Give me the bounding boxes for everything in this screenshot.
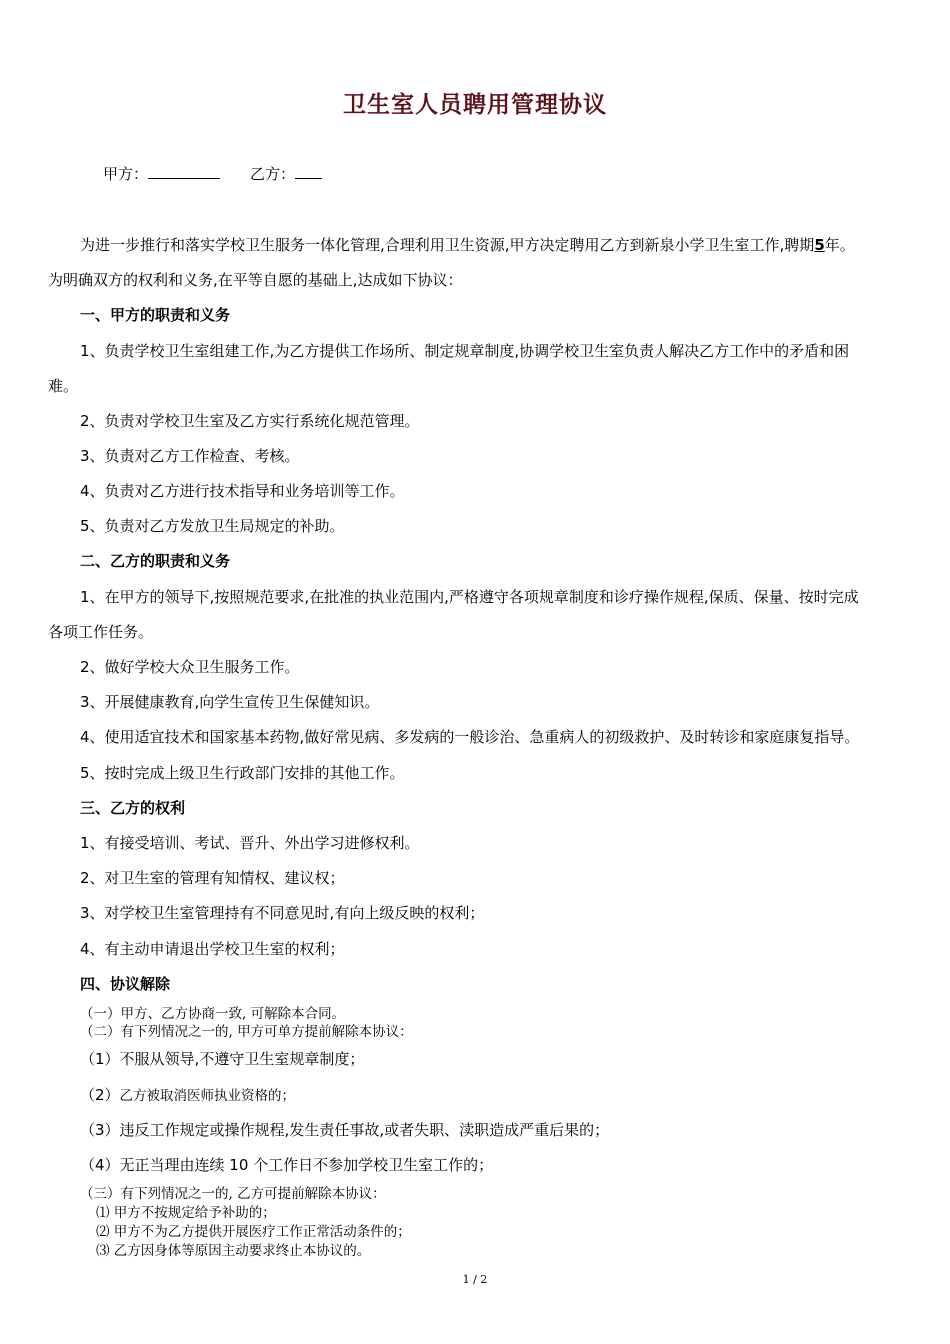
sec4-clause-3: （三）有下列情况之一的, 乙方可提前解除本协议： xyxy=(80,1186,386,1202)
term-years: 5 xyxy=(814,236,825,254)
sec4-clause-2-item-1: （1）不服从领导,不遵守卫生室规章制度； xyxy=(80,1050,365,1068)
sec4-clause-3-item-2: ⑵ 甲方不为乙方提供开展医疗工作正常活动条件的； xyxy=(96,1224,411,1240)
intro-line-2: 为明确双方的权利和义务,在平等自愿的基础上,达成如下协议： xyxy=(48,271,463,289)
page-number: 1 / 2 xyxy=(462,1273,488,1286)
party-b-label: 乙方： xyxy=(250,165,296,183)
section-2-heading: 二、乙方的职责和义务 xyxy=(80,552,231,570)
sec1-item-4: 4、负责对乙方进行技术指导和业务培训等工作。 xyxy=(80,482,405,500)
sec1-item-1-cont: 难。 xyxy=(48,377,79,395)
sec4-clause-3-item-3: ⑶ 乙方因身体等原因主动要求终止本协议的。 xyxy=(96,1243,371,1259)
sec2-item-1-cont: 各项工作任务。 xyxy=(48,623,154,641)
sec4-clause-1: （一）甲方、乙方协商一致, 可解除本合同。 xyxy=(80,1006,346,1022)
sec1-item-5: 5、负责对乙方发放卫生局规定的补助。 xyxy=(80,517,345,535)
sec2-item-1: 1、在甲方的领导下,按照规范要求,在批准的执业范围内,严格遵守各项规章制度和诊疗操作规程,保质、保量、按时完成 xyxy=(80,588,859,606)
sec4-clause-3-item-1: ⑴ 甲方不按规定给予补助的； xyxy=(96,1205,276,1221)
sec3-item-3: 3、对学校卫生室管理持有不同意见时,有向上级反映的权利； xyxy=(80,904,485,922)
document-title: 卫生室人员聘用管理协议 xyxy=(343,92,607,118)
sec2-item-3: 3、开展健康教育,向学生宣传卫生保健知识。 xyxy=(80,693,380,711)
party-a-blank xyxy=(148,162,220,179)
section-1-heading: 一、甲方的职责和义务 xyxy=(80,306,231,324)
intro-line-1: 为进一步推行和落实学校卫生服务一体化管理,合理利用卫生资源,甲方决定聘用乙方到新泉小学卫生室工作,聘期5年。 xyxy=(80,236,855,254)
section-3-heading: 三、乙方的权利 xyxy=(80,799,186,817)
sec4-clause-2-item-3: （3）违反工作规定或操作规程,发生责任事故,或者失职、渎职造成严重后果的； xyxy=(80,1121,610,1139)
sec3-item-4: 4、有主动申请退出学校卫生室的权利； xyxy=(80,940,345,958)
party-b-blank xyxy=(295,162,322,179)
sec4-clause-2: （二）有下列情况之一的, 甲方可单方提前解除本协议： xyxy=(80,1024,413,1040)
sec3-item-1: 1、有接受培训、考试、晋升、外出学习进修权利。 xyxy=(80,834,420,852)
section-4-heading: 四、协议解除 xyxy=(80,975,171,993)
sec1-item-1: 1、负责学校卫生室组建工作,为乙方提供工作场所、制定规章制度,协调学校卫生室负责人解决乙方工作中的矛盾和困 xyxy=(80,342,850,360)
sec3-item-2: 2、对卫生室的管理有知情权、建议权； xyxy=(80,869,345,887)
sec2-item-5: 5、按时完成上级卫生行政部门安排的其他工作。 xyxy=(80,764,405,782)
parties-line xyxy=(103,162,322,184)
sec2-item-2: 2、做好学校大众卫生服务工作。 xyxy=(80,658,300,676)
party-a-label: 甲方： xyxy=(103,165,149,183)
sec4-clause-2-item-4: （4）无正当理由连续 10 个工作日不参加学校卫生室工作的； xyxy=(80,1156,494,1174)
sec1-item-3: 3、负责对乙方工作检查、考核。 xyxy=(80,447,300,465)
sec1-item-2: 2、负责对学校卫生室及乙方实行系统化规范管理。 xyxy=(80,412,420,430)
sec2-item-4: 4、使用适宜技术和国家基本药物,做好常见病、多发病的一般诊治、急重病人的初级救护、及时转诊和家庭康复指导。 xyxy=(80,728,860,746)
sec4-clause-2-item-2: （2）乙方被取消医师执业资格的； xyxy=(80,1086,296,1104)
